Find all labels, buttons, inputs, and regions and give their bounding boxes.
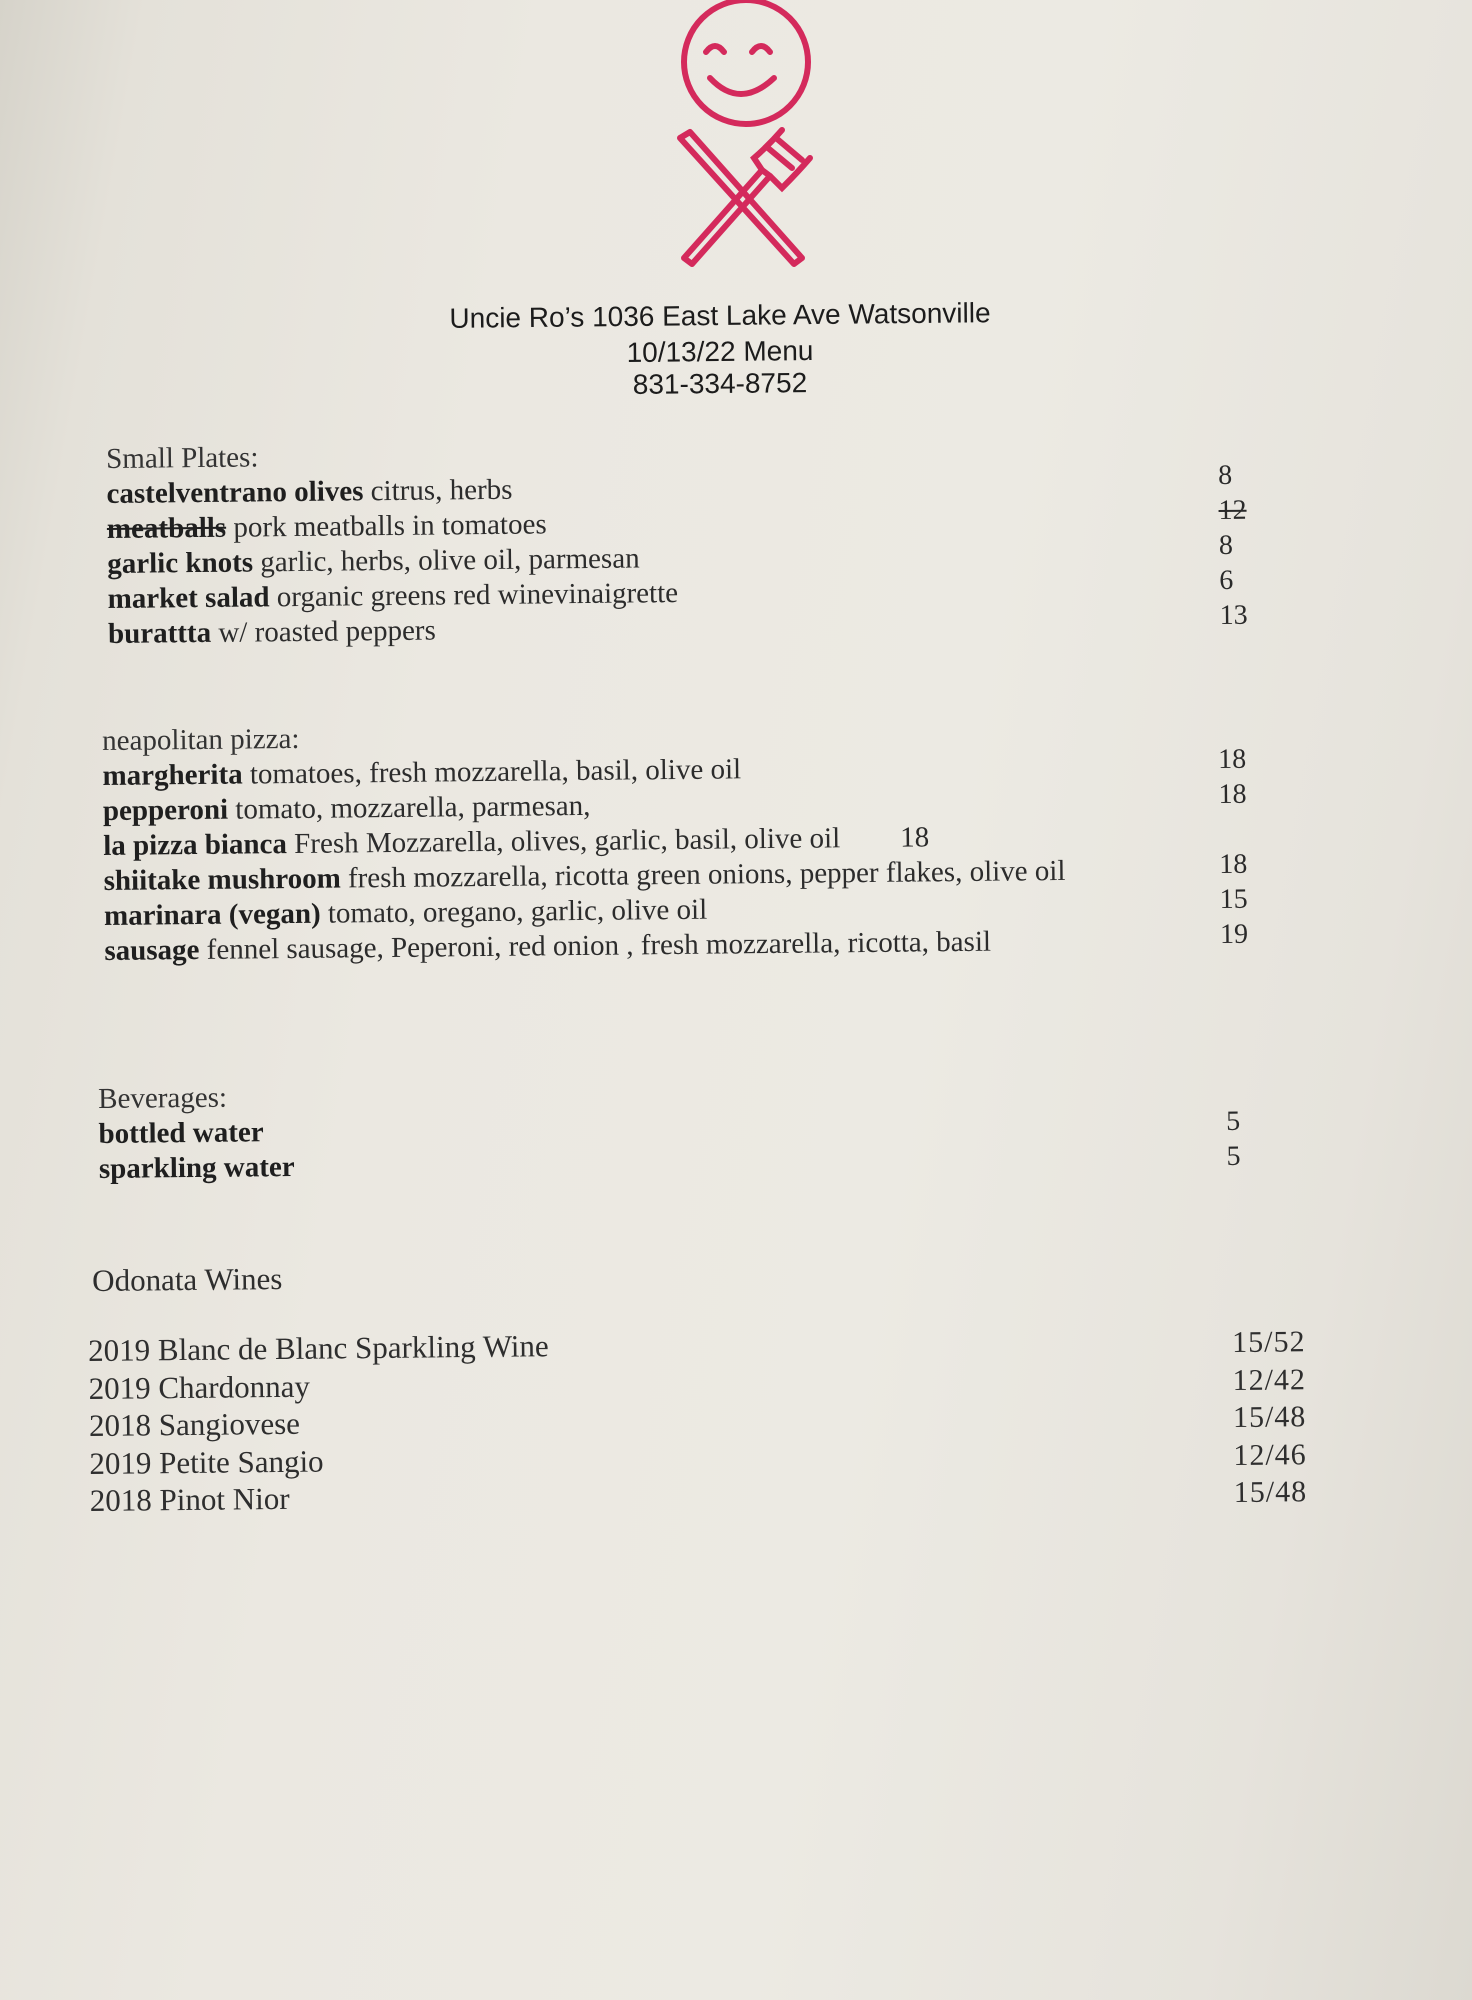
small-plates-prices [1218, 458, 1248, 633]
item-price: 6 [1219, 564, 1234, 596]
item-name: marinara (vegan) [103, 897, 321, 932]
item-description: tomato, oregano, garlic, olive oil [320, 893, 708, 930]
phone-number: 831-334-8752 [632, 367, 808, 400]
item-price: 18 [1218, 743, 1247, 775]
item-name: margherita [102, 758, 243, 792]
restaurant-address: Uncie Ro’s 1036 East Lake Ave Watsonville [449, 297, 991, 334]
wine-prices [1232, 1323, 1307, 1511]
restaurant-header [380, 296, 1060, 335]
wine-item: 2018 Pinot Nior [89, 1480, 290, 1518]
wine-item: 2019 Petite Sangio [89, 1443, 324, 1481]
item-name: castelventrano olives [106, 475, 364, 510]
beverages-prices [1226, 1104, 1241, 1174]
item-description: Fresh Mozzarella, olives, garlic, basil, olive oil [286, 822, 841, 861]
item-price: 19 [1219, 918, 1249, 950]
item-name: sausage [104, 933, 200, 967]
pizza-section [102, 714, 1066, 969]
small-plates-section [106, 436, 679, 652]
menu-item [107, 541, 678, 582]
wine-item: 2018 Sangiovese [88, 1405, 301, 1443]
section-title: Odonata Wines [92, 1261, 283, 1298]
item-name-struck: meatballs [106, 511, 227, 545]
menu-item [106, 471, 677, 512]
wine-price: 12/46 [1233, 1437, 1307, 1472]
item-price: 8 [1218, 529, 1234, 561]
wine-price: 12/42 [1232, 1362, 1307, 1397]
section-title: Beverages: [98, 1081, 228, 1115]
wine-list [88, 1327, 550, 1519]
item-name: pepperoni [102, 793, 229, 827]
item-name: market salad [107, 581, 270, 615]
item-description: organic greens red winevinaigrette [269, 577, 679, 614]
item-description: tomatoes, fresh mozzarella, basil, olive oil [242, 753, 742, 791]
item-description: pork meatballs in tomatoes [225, 508, 547, 544]
wine-price: 15/48 [1232, 1400, 1307, 1434]
item-description: garlic, herbs, olive oil, parmesan [252, 542, 640, 579]
item-price: 5 [1226, 1105, 1241, 1137]
menu-date: 10/13/22 Menu [626, 335, 814, 368]
item-description: citrus, herbs [363, 473, 513, 508]
item-price: 18 [1219, 848, 1248, 880]
menu-item [107, 576, 678, 617]
wine-price: 15/52 [1232, 1325, 1306, 1359]
item-price: 8 [1218, 459, 1233, 491]
wine-price: 15/48 [1233, 1475, 1308, 1509]
menu-item [108, 611, 679, 652]
menu-item [99, 1150, 295, 1187]
item-price-struck: 12 [1218, 494, 1247, 526]
pizza-prices [1218, 742, 1248, 952]
beverages-section [98, 1080, 295, 1187]
wines-section [92, 1260, 283, 1299]
item-name: bottled water [98, 1116, 264, 1150]
item-name: garlic knots [107, 546, 254, 580]
item-name: burattta [107, 616, 212, 650]
item-price: 13 [1219, 599, 1248, 631]
item-price: 15 [1219, 883, 1248, 915]
item-price: 18 [1218, 778, 1247, 810]
item-description: fresh mozzarella, ricotta green onions, pepper flakes, olive oil [340, 854, 1066, 895]
item-name: la pizza bianca [103, 828, 288, 862]
item-price-inline: 18 [900, 821, 930, 854]
section-title: neapolitan pizza: [102, 722, 300, 757]
item-description: fennel sausage, Peperoni, red onion , fresh mozzarella, ricotta, basil [199, 925, 992, 966]
item-description: tomato, mozzarella, parmesan, [227, 789, 591, 826]
smiley-fork-knife-logo [670, 0, 820, 270]
wine-item: 2019 Chardonnay [88, 1368, 311, 1406]
section-title: Small Plates: [106, 441, 259, 475]
menu-item [107, 506, 678, 547]
item-name: sparkling water [98, 1150, 295, 1185]
item-price: 5 [1226, 1140, 1241, 1172]
menu-item [98, 1115, 294, 1152]
phone-block [380, 364, 1060, 403]
price-spacer [1219, 812, 1247, 847]
item-description: w/ roasted peppers [210, 614, 436, 649]
item-name: shiitake mushroom [103, 862, 341, 897]
wine-item: 2019 Blanc de Blanc Sparkling Wine [88, 1328, 549, 1368]
